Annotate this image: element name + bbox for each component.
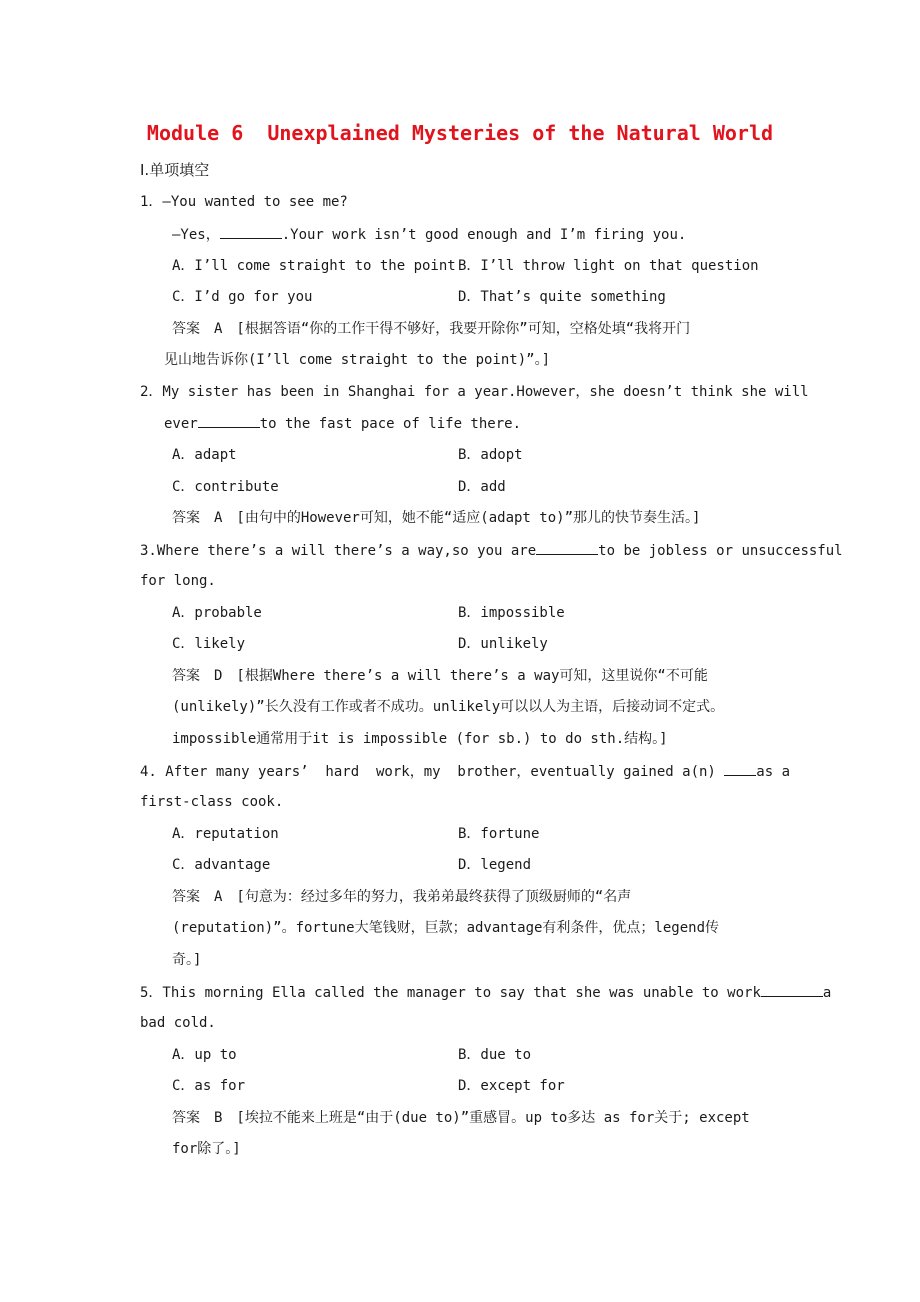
question-5-answer-cont: for除了。]	[172, 1141, 241, 1157]
question-1-option-b: B．I’ll throw light on that question	[458, 258, 759, 274]
question-3-stem	[140, 540, 843, 561]
question-2-option-b: B．adopt	[458, 447, 523, 463]
question-2-stem-cont	[164, 413, 521, 434]
question-1-option-c: C．I’d go for you	[172, 289, 313, 305]
question-3-option-d: D．unlikely	[458, 636, 548, 652]
question-1-dialogue	[172, 224, 686, 245]
answer-blank	[220, 224, 282, 239]
question-3-option-c: C．likely	[172, 636, 246, 652]
question-4-answer-cont-2: 奇。]	[172, 952, 202, 968]
question-3-option-a: A．probable	[172, 605, 262, 621]
answer-blank	[761, 982, 823, 997]
question-5-text-b: a	[822, 985, 832, 1001]
question-4-stem-cont: first-class cook.	[140, 794, 284, 810]
question-4-option-d: D．legend	[458, 857, 532, 873]
question-4-text-a: 4. After many years’ hard work，my brother，eventually gained a(n)	[140, 764, 725, 780]
answer-blank	[198, 413, 260, 428]
question-2-option-c: C．contribute	[172, 479, 279, 495]
question-2-answer: 答案 A [由句中的However可知，她不能“适应(adapt to)”那儿的快节奏生活。]	[172, 510, 701, 526]
question-3-answer: 答案 D [根据Where there’s a will there’s a way可知，这里说你“不可能	[172, 668, 708, 684]
question-2-text-b: to the fast pace of life there.	[259, 416, 522, 432]
question-1-text-b: .Your work isn’t good enough and I’m firing you.	[281, 227, 687, 243]
question-5-stem	[140, 982, 831, 1003]
question-4-answer-cont: (reputation)”。fortune大笔钱财，巨款；advantage有利条件，优点；legend传	[172, 920, 720, 936]
question-1-option-a: A．I’ll come straight to the point	[172, 258, 456, 274]
section-heading: Ⅰ.单项填空	[140, 161, 210, 179]
question-1-option-d: D．That’s quite something	[458, 289, 666, 305]
question-2-option-d: D．add	[458, 479, 506, 495]
question-4-option-c: C．advantage	[172, 857, 271, 873]
question-4-answer: 答案 A [句意为：经过多年的努力，我弟弟最终获得了顶级厨师的“名声	[172, 889, 632, 905]
question-1-answer: 答案 A [根据答语“你的工作干得不够好，我要开除你”可知，空格处填“我将开门	[172, 321, 691, 337]
answer-blank	[536, 540, 598, 555]
page-title: Module 6 Unexplained Mysteries of the Natural World	[146, 121, 774, 145]
question-5-answer: 答案 B [埃拉不能来上班是“由于(due to)”重感冒。up to多达 as for关于; except	[172, 1110, 750, 1126]
question-3-text-a: 3.Where there’s a will there’s a way,so you are	[140, 543, 537, 559]
question-5-option-b: B．due to	[458, 1047, 532, 1063]
question-3-stem-cont: for long.	[140, 573, 216, 589]
question-5-option-a: A．up to	[172, 1047, 237, 1063]
question-5-option-c: C．as for	[172, 1078, 246, 1094]
question-3-option-b: B．impossible	[458, 605, 565, 621]
question-2-option-a: A．adapt	[172, 447, 237, 463]
question-5-text-a: 5．This morning Ella called the manager to say that she was unable to work	[140, 985, 761, 1001]
question-4-stem	[140, 761, 790, 782]
question-4-text-b: as a	[756, 764, 791, 780]
question-1-answer-cont: 见山地告诉你(I’ll come straight to the point)”。]	[164, 352, 551, 368]
question-1-stem: 1．—You wanted to see me?	[140, 194, 348, 210]
question-1-text-a: —Yes，	[172, 227, 220, 243]
question-3-text-b: to be jobless or unsuccessful	[598, 543, 843, 559]
question-4-option-b: B．fortune	[458, 826, 540, 842]
question-4-option-a: A．reputation	[172, 826, 279, 842]
question-5-stem-cont: bad cold.	[140, 1015, 216, 1031]
question-2-stem: 2．My sister has been in Shanghai for a year.However，she doesn’t think she will	[140, 384, 809, 400]
question-3-answer-cont-2: impossible通常用于it is impossible (for sb.) to do sth.结构。]	[172, 731, 668, 747]
answer-blank	[724, 761, 756, 776]
question-2-text-a: ever	[164, 416, 198, 432]
question-3-answer-cont: (unlikely)”长久没有工作或者不成功。unlikely可以以人为主语，后接动词不定式。	[172, 699, 725, 715]
question-5-option-d: D．except for	[458, 1078, 565, 1094]
